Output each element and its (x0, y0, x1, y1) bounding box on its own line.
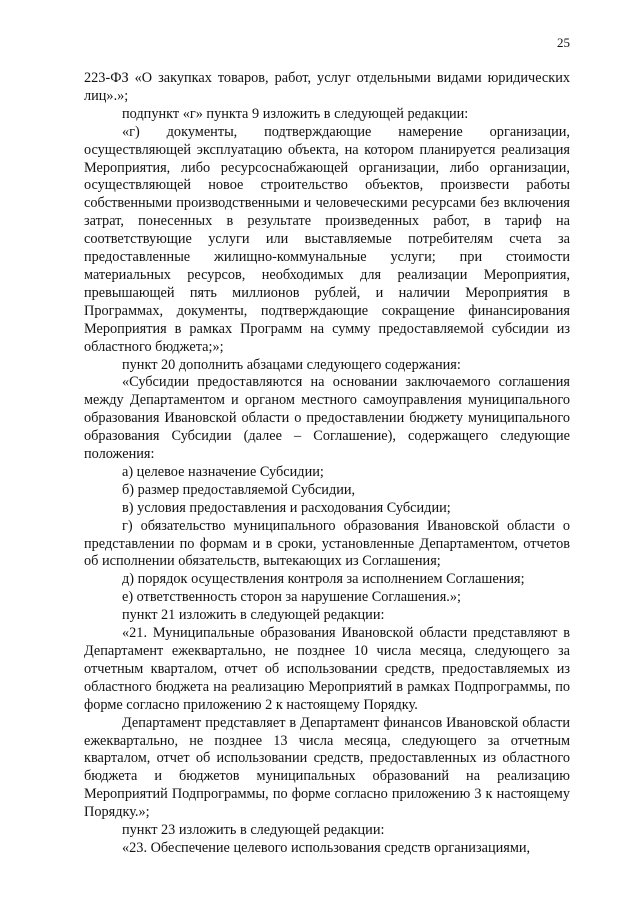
paragraph: пункт 23 изложить в следующей редакции: (122, 822, 385, 839)
paragraph: а) целевое назначение Субсидии; (122, 463, 324, 480)
paragraph: е) ответственность сторон за нарушение Соглашения.»; (122, 589, 461, 606)
paragraph: г) обязательство муниципального образования Ивановской области о представлении по формам и в сроки, установленные Департаментом, отчетов об исполнении обязательств, вытекающих из Соглашения; (84, 517, 570, 570)
paragraph: б) размер предоставляемой Субсидии, (122, 481, 356, 498)
paragraph: 223-ФЗ «О закупках товаров, работ, услуг отдельными видами юридических лиц».»; (84, 70, 570, 104)
paragraph: в) условия предоставления и расходования Субсидии; (122, 499, 451, 516)
paragraph: д) порядок осуществления контроля за исполнением Соглашения; (122, 571, 525, 588)
document-body (84, 70, 570, 858)
paragraph: подпункт «г» пункта 9 изложить в следующей редакции: (122, 105, 469, 122)
paragraph: «г) документы, подтверждающие намерение организации, осуществляющей эксплуатацию объекта, на котором планируется реализация Мероприятия, либо ресурсоснабжающей организации, либо организации, осуществляющей новое строительство объектов, произвести работы собственными производственными и человеческими ресурсами без включения затрат, понесенных в результате произведенных работ, в тариф на соответствующие услуги или выставляемые потребителям счета за предоставленные жилищно-коммунальные услуги; при стоимости материальных ресурсов, необходимых для реализации Мероприятия, превышающей пять миллионов рублей, и наличии Мероприятия в Программах, документы, подтверждающие сокращение финансирования Мероприятия в рамках Программ на сумму предоставляемой субсидии из областного бюджета;»; (84, 123, 570, 355)
paragraph: «21. Муниципальные образования Ивановской области представляют в Департамент ежеквартально, не позднее 10 числа месяца, следующего за отчетным кварталом, отчет об использовании средств, предоставляемых из областного бюджета на реализацию Мероприятий в рамках Подпрограммы, по форме согласно приложению 2 к настоящему Порядку. (84, 625, 570, 713)
paragraph: «Субсидии предоставляются на основании заключаемого соглашения между Департаментом и органом местного самоуправления муниципального образования Ивановской области о предоставлении бюджету муниципального образования Субсидии (далее – Соглашение), содержащего следующие положения: (84, 374, 570, 463)
page-number: 25 (557, 35, 570, 50)
paragraph: «23. Обеспечение целевого использования средств организациями, (122, 839, 531, 856)
paragraph: пункт 20 дополнить абзацами следующего содержания: (122, 356, 461, 373)
paragraph: пункт 21 изложить в следующей редакции: (122, 607, 385, 624)
paragraph: Департамент представляет в Департамент финансов Ивановской области ежеквартально, не позднее 13 числа месяца, следующего за отчетным кварталом, отчет об использовании средств, предоставленных из областного бюджета и бюджетов муниципальных образований на реализацию Мероприятий Подпрограммы, по форме согласно приложению 3 к настоящему Порядку.»; (84, 714, 570, 821)
